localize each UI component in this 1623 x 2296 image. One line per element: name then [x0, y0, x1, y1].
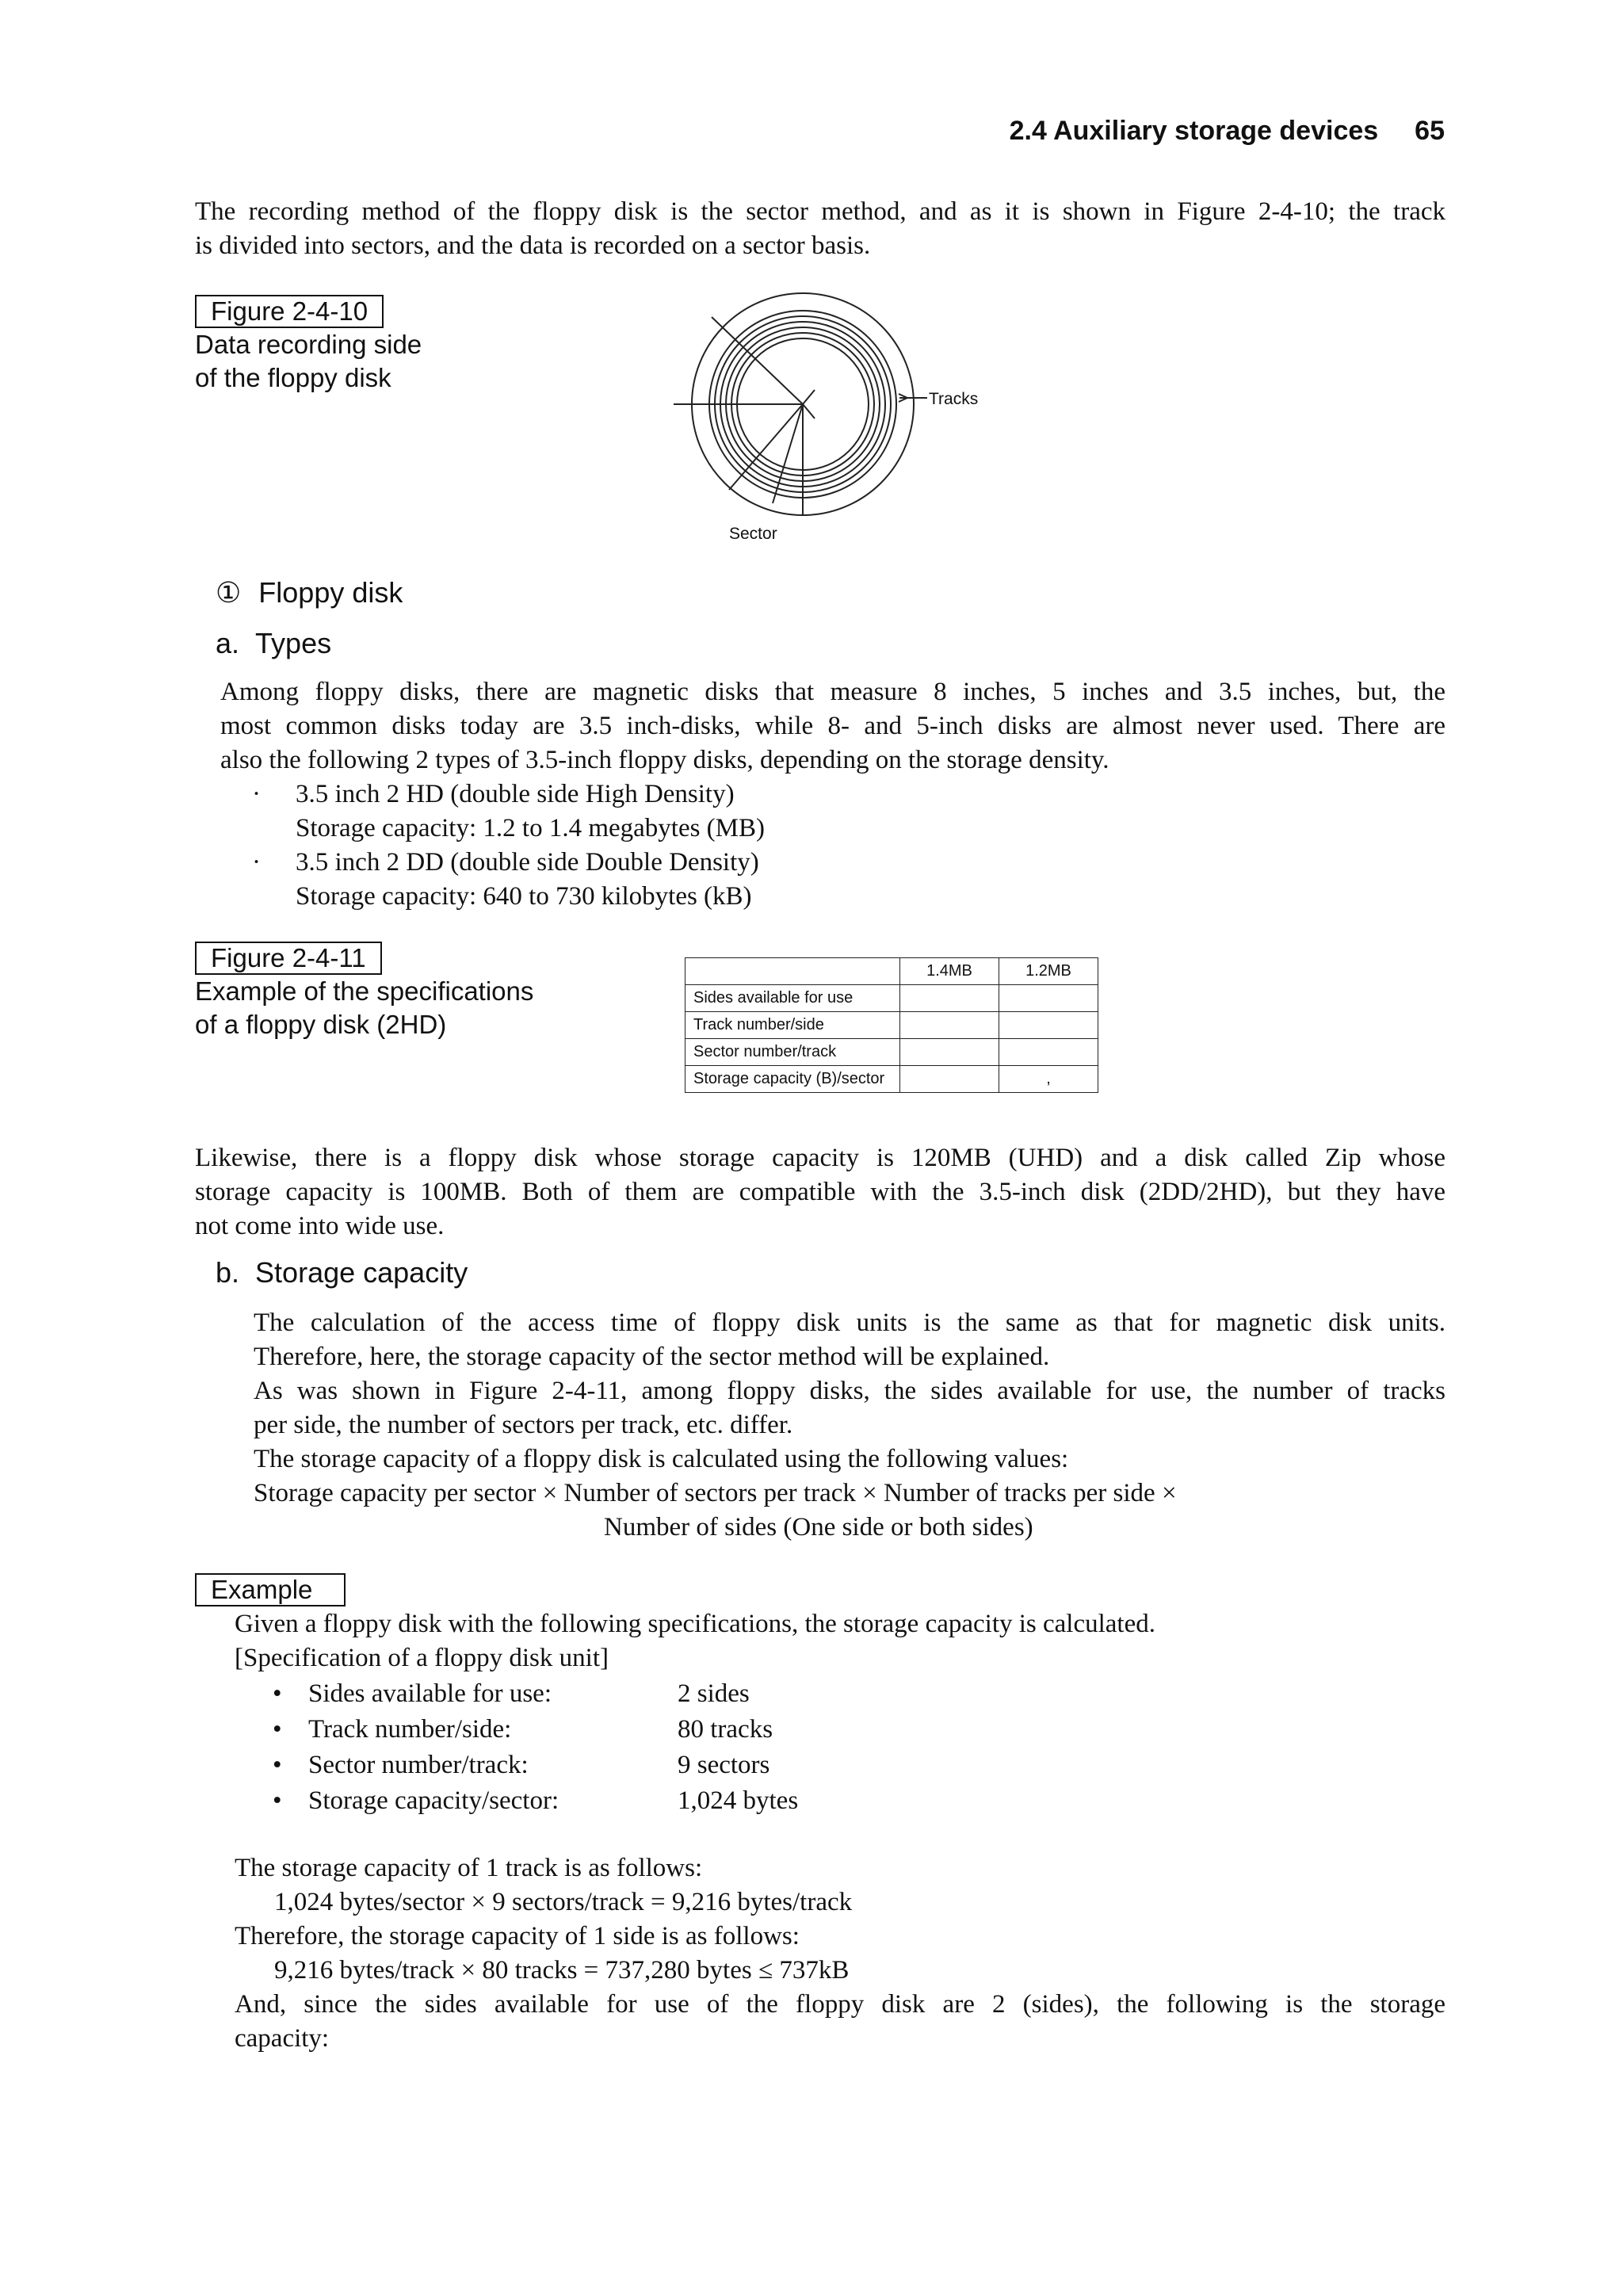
table-cell	[999, 1012, 1098, 1039]
list-item	[252, 777, 765, 812]
figure-1-caption	[195, 295, 422, 395]
formula-line: Number of sides (One side or both sides)	[604, 1513, 1033, 1541]
page-number: 65	[1415, 116, 1445, 146]
spec-value: 2 sides	[678, 1679, 750, 1708]
example-intro: Given a floppy disk with the following specifications, the storage capacity is calculated.	[235, 1610, 1155, 1638]
spec-key: Sector number/track:	[308, 1751, 529, 1779]
calc-line: 1,024 bytes/sector × 9 sectors/track = 9,216 bytes/track	[274, 1888, 853, 1916]
table-header-row	[685, 958, 1098, 985]
storage-line: The storage capacity of a floppy disk is calculated using the following values:	[254, 1445, 1069, 1473]
figure-1-caption-line: of the floppy disk	[195, 363, 391, 392]
sector-line	[803, 404, 815, 418]
table-cell	[900, 985, 999, 1012]
sector-line	[729, 404, 803, 490]
tracks-label: Tracks	[929, 390, 979, 408]
calc-conclusion-line: capacity:	[235, 2024, 330, 2053]
section-1-marker: ①	[216, 576, 242, 609]
table-cell	[900, 1066, 999, 1093]
figure-2-caption	[195, 942, 533, 1041]
section-title: 2.4 Auxiliary storage devices	[1009, 116, 1379, 146]
spec-value: 1,024 bytes	[678, 1786, 799, 1815]
table-row	[685, 1066, 1098, 1093]
example-box	[195, 1573, 346, 1606]
type-capacity: Storage capacity: 640 to 730 kilobytes (kB)	[296, 882, 752, 911]
sector-line	[773, 404, 803, 503]
section-b-heading	[216, 1255, 468, 1290]
table-cell	[900, 1012, 999, 1039]
table-cell: ,	[999, 1066, 1098, 1093]
types-line: most common disks today are 3.5 inch-disks, while 8- and 5-inch disks are almost never used. There are	[220, 712, 1445, 740]
spec-list	[235, 1677, 1445, 1820]
calc-line: 9,216 bytes/track × 80 tracks = 737,280 bytes ≤ 737kB	[274, 1956, 850, 1985]
calc-intro: Therefore, the storage capacity of 1 side is as follows:	[235, 1922, 800, 1950]
section-a-title: Types	[255, 627, 332, 659]
list-item	[273, 1677, 1445, 1713]
table-row	[685, 1012, 1098, 1039]
calc-conclusion-line: And, since the sides available for use of the floppy disk are 2 (sides), the following is the storage	[235, 1990, 1445, 2019]
bullet: •	[273, 1679, 282, 1708]
bullet: ·	[252, 848, 261, 877]
type-name: 3.5 inch 2 DD (double side Double Density)	[296, 848, 759, 877]
table-cell: Sides available for use	[685, 985, 900, 1012]
calc-intro: The storage capacity of 1 track is as follows:	[235, 1854, 703, 1882]
list-item	[273, 1748, 1445, 1784]
types-line: Among floppy disks, there are magnetic disks that measure 8 inches, 5 inches and 3.5 inches, but, the	[220, 678, 1445, 706]
table-cell	[900, 1039, 999, 1066]
section-b-marker: b.	[216, 1256, 240, 1289]
spec-key: Storage capacity/sector:	[308, 1786, 559, 1815]
bullet: •	[273, 1715, 282, 1744]
table-cell: Storage capacity (B)/sector	[685, 1066, 900, 1093]
figure-1-label: Figure 2-4-10	[195, 295, 384, 328]
section-b-title: Storage capacity	[255, 1256, 468, 1289]
likewise-line: Likewise, there is a floppy disk whose storage capacity is 120MB (UHD) and a disk called Zip whose	[195, 1144, 1445, 1172]
storage-line: As was shown in Figure 2-4-11, among floppy disks, the sides available for use, the number of tracks	[254, 1377, 1445, 1405]
figure-2-caption-line: of a floppy disk (2HD)	[195, 1010, 447, 1039]
example-label: Example	[195, 1573, 346, 1606]
list-item	[273, 1784, 1445, 1820]
table-row	[685, 985, 1098, 1012]
page-header	[1010, 116, 1445, 147]
table-header-cell: 1.2MB	[999, 958, 1098, 985]
sector-label: Sector	[729, 525, 777, 543]
type-name: 3.5 inch 2 HD (double side High Density)	[296, 780, 735, 808]
types-list	[252, 777, 765, 914]
types-line: also the following 2 types of 3.5-inch floppy disks, depending on the storage density.	[220, 746, 1109, 774]
example-body	[235, 1607, 1445, 2056]
storage-paragraph	[254, 1306, 1445, 1545]
section-a-marker: a.	[216, 627, 240, 659]
types-paragraph	[220, 675, 1445, 777]
spec-title: [Specification of a floppy disk unit]	[235, 1644, 609, 1672]
figure-2-label: Figure 2-4-11	[195, 942, 382, 975]
bullet: •	[273, 1786, 282, 1815]
spec-table	[685, 957, 1098, 1093]
table-header-cell: 1.4MB	[900, 958, 999, 985]
figure-2-caption-line: Example of the specifications	[195, 976, 534, 1006]
section-a-heading	[216, 626, 331, 661]
intro-line: The recording method of the floppy disk is the sector method, and as it is shown in Figure 2-4-10; the track	[195, 197, 1445, 226]
type-capacity: Storage capacity: 1.2 to 1.4 megabytes (MB)	[296, 814, 766, 842]
table-cell: Sector number/track	[685, 1039, 900, 1066]
likewise-line: not come into wide use.	[195, 1212, 445, 1240]
table-cell	[999, 1039, 1098, 1066]
list-item	[252, 846, 765, 880]
section-1-title: Floppy disk	[258, 576, 403, 609]
storage-line: per side, the number of sectors per track, etc. differ.	[254, 1411, 793, 1439]
section-1-heading	[216, 575, 403, 610]
likewise-paragraph	[195, 1141, 1445, 1244]
likewise-line: storage capacity is 100MB. Both of them are compatible with the 3.5-inch disk (2DD/2HD), but they have	[195, 1178, 1445, 1206]
table-row	[685, 1039, 1098, 1066]
sector-line	[803, 390, 815, 404]
spec-key: Track number/side:	[308, 1715, 512, 1744]
figure-1-caption-line: Data recording side	[195, 330, 422, 359]
intro-paragraph	[195, 195, 1445, 263]
formula-line: Storage capacity per sector × Number of sectors per track × Number of tracks per side ×	[254, 1479, 1177, 1507]
storage-line: The calculation of the access time of floppy disk units is the same as that for magnetic disk units.	[254, 1308, 1445, 1337]
list-item	[273, 1713, 1445, 1748]
sector-line	[712, 317, 803, 404]
table-header-cell	[685, 958, 900, 985]
spec-value: 9 sectors	[678, 1751, 770, 1779]
spec-value: 80 tracks	[678, 1715, 773, 1744]
floppy-disk-diagram	[666, 285, 999, 555]
storage-line: Therefore, here, the storage capacity of the sector method will be explained.	[254, 1343, 1050, 1371]
intro-line: is divided into sectors, and the data is recorded on a sector basis.	[195, 231, 871, 260]
spec-key: Sides available for use:	[308, 1679, 552, 1708]
bullet: •	[273, 1751, 282, 1779]
table-cell	[999, 985, 1098, 1012]
table-cell: Track number/side	[685, 1012, 900, 1039]
bullet: ·	[252, 780, 261, 808]
